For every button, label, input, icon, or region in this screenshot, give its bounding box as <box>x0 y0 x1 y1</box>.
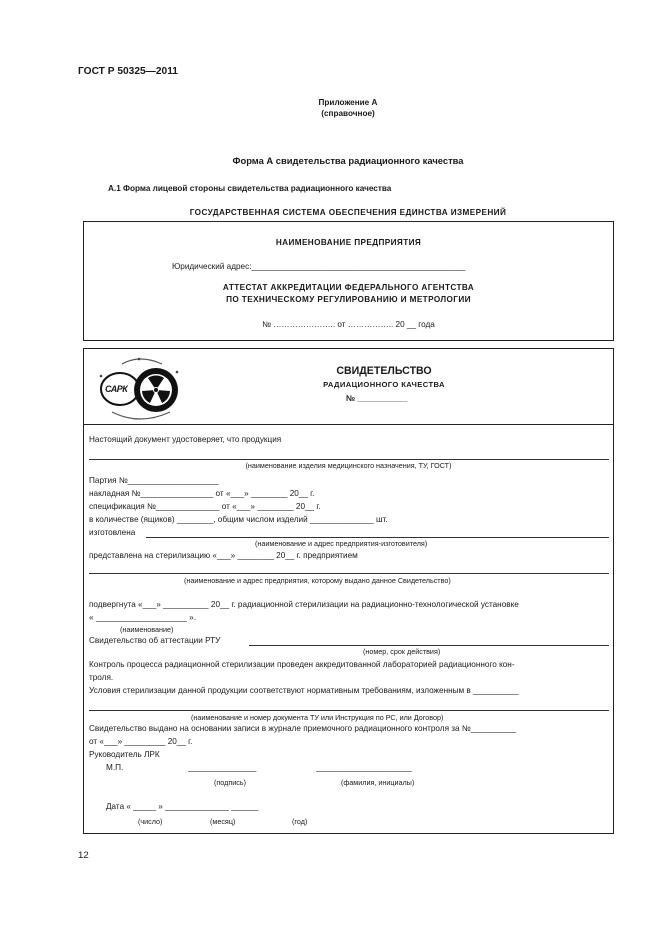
issued-date-line: от «___» _________ 20__ г. <box>89 737 193 746</box>
certificate-box <box>83 348 614 834</box>
signature-line: _______________ <box>188 763 257 772</box>
form-title: Форма А свидетельства радиационного качества <box>232 155 464 166</box>
caption-rtu: (номер, срок действия) <box>363 647 441 656</box>
caption-enterprise: (наименование и адрес предприятия, которому выдано данное Свидетельство) <box>184 576 451 585</box>
manufacturer-underline <box>146 537 609 538</box>
certificate-number: № ___________ <box>346 394 408 403</box>
caption-installation: (наименование) <box>120 625 174 634</box>
name-line: _____________________ <box>316 763 412 772</box>
standard-header: ГОСТ Р 50325—2011 <box>78 66 178 77</box>
manufactured-line: изготовлена <box>89 528 136 537</box>
control-line: Контроль процесса радиационной стерилизации проведен аккредитованной лабораторией радиационного кон- <box>89 660 515 669</box>
caption-document: (наименование и номер документа ТУ или Инструкция по РС, или Договор) <box>191 713 444 722</box>
appendix-subtitle: (справочное) <box>321 109 375 118</box>
caption-signature: (подпись) <box>214 778 246 787</box>
head-line: Руководитель ЛРК <box>89 750 160 759</box>
section-heading: А.1 Форма лицевой стороны свидетельства радиационного качества <box>108 184 392 193</box>
attestat-number: № ………………….. от …………….. 20 __ года <box>262 320 435 329</box>
quantity-line: в количестве (ящиков) ________, общим числом изделий ______________ шт. <box>89 515 388 524</box>
sark-logo-text: САРК <box>105 384 128 394</box>
spec-line: спецификация №______________ от «___» ________ 20__ г. <box>89 502 321 511</box>
sark-logo <box>92 356 190 420</box>
enterprise-underline <box>89 573 609 574</box>
attestat-line-1: АТТЕСТАТ АККРЕДИТАЦИИ ФЕДЕРАЛЬНОГО АГЕНТСТВА <box>222 283 475 292</box>
rtu-line: Свидетельство об аттестации РТУ <box>89 636 221 645</box>
certificate-title: СВИДЕТЕЛЬСТВО <box>336 365 432 377</box>
subjected-line: подвергнута «___» __________ 20__ г. радиационной стерилизации на радиационно-технологической установке <box>89 600 519 609</box>
attestat-line-2: ПО ТЕХНИЧЕСКОМУ РЕГУЛИРОВАНИЮ И МЕТРОЛОГИИ <box>226 295 471 304</box>
conditions-line: Условия стерилизации данной продукции соответствуют нормативным требованиям, изложенным в __________ <box>89 686 519 695</box>
date-line: Дата « _____ » ______________ ______ <box>106 802 259 811</box>
system-title: ГОСУДАРСТВЕННАЯ СИСТЕМА ОБЕСПЕЧЕНИЯ ЕДИНСТВА ИЗМЕРЕНИЙ <box>189 208 507 217</box>
document-underline <box>89 710 609 711</box>
stamp-label: М.П. <box>106 763 124 772</box>
intro-line: Настоящий документ удостоверяет, что продукция <box>89 435 282 444</box>
caption-product: (наименование изделия медицинского назначения, ТУ, ГОСТ) <box>245 461 452 470</box>
organization-name: НАИМЕНОВАНИЕ ПРЕДПРИЯТИЯ <box>275 238 422 247</box>
installation-line: « ____________________ ». <box>89 613 197 622</box>
legal-address: Юридический адрес:_______________________________________________ <box>172 262 466 271</box>
control-line-2: троля. <box>89 673 114 682</box>
caption-day: (число) <box>138 817 163 826</box>
submitted-line: представлена на стерилизацию «___» ________ 20__ г. предприятием <box>89 551 358 560</box>
caption-year: (год) <box>292 817 308 826</box>
invoice-line: накладная №________________ от «___» ________ 20__ г. <box>89 489 315 498</box>
organization-box <box>83 221 614 341</box>
caption-month: (месяц) <box>210 817 236 826</box>
certificate-divider <box>84 424 613 425</box>
rtu-underline <box>249 645 609 646</box>
batch-line: Партия №____________________ <box>89 476 219 485</box>
appendix-title: Приложение А <box>318 98 378 107</box>
caption-name-initials: (фамилия, инициалы) <box>341 778 415 787</box>
product-underline <box>89 459 609 460</box>
certificate-subtitle: РАДИАЦИОННОГО КАЧЕСТВА <box>323 380 445 389</box>
page-number: 12 <box>78 850 89 861</box>
issued-line: Свидетельство выдано на основании записи в журнале приемочного радиационного контроля за №__________ <box>89 724 517 733</box>
caption-manufacturer: (наименование и адрес предприятия-изготовителя) <box>255 539 428 548</box>
